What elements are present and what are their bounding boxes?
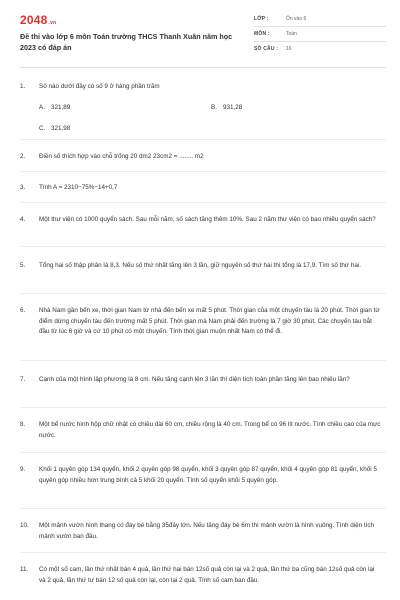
meta-row-subject — [254, 27, 386, 42]
option-b[interactable] — [211, 103, 242, 113]
document-header — [0, 0, 400, 64]
option-letter: C. — [39, 125, 46, 132]
question-text: Số nào dưới đây có số 9 ở hàng phần trăm — [39, 83, 160, 90]
question-text: Điền số thích hợp vào chỗ trống 20 dm2 23cm2 = ........ m2 — [39, 153, 204, 160]
option-letter: A. — [39, 104, 45, 111]
meta-row-question-count — [254, 42, 386, 56]
logo-suffix: .vn — [48, 20, 57, 26]
meta-label: LỚP : — [254, 16, 269, 22]
question-number: 2. — [20, 153, 26, 160]
document-title: Đề thi vào lớp 6 môn Toán trường THCS Thanh Xuân năm học 2023 có đáp án — [20, 32, 233, 52]
question-divider — [20, 171, 386, 172]
meta-value: 16 — [286, 46, 292, 52]
header-divider — [20, 67, 386, 68]
option-a[interactable] — [39, 103, 70, 113]
question-text: Một bể nước hình hộp chữ nhật có chiều dài 60 cm, chiều rộng là 40 cm. Trong bể có 96 lít nước. Tính chiều cao của mực nước. — [39, 421, 381, 439]
question-text: Một mảnh vườn hình thang có đáy bé bằng 35đáy lớn. Nếu tăng đáy bé 6m thì mảnh vườn là hình vuông. Tính diện tích mảnh vườn ban đầu. — [39, 522, 375, 540]
question-divider — [20, 452, 386, 453]
logo-main: 2048 — [20, 13, 48, 27]
meta-label: SỐ CÂU : — [254, 46, 279, 52]
question-text: Có một số cam, lần thứ nhất bán 4 quả, lần thứ hai bán 12số quả còn lại và 2 quả, lần thứ ba cũng bán 12số quả còn lại và 2 quả, lần thứ tư bán 12 số quả còn lại, còn lại 2 quả. Tính số cam ban đầu. — [39, 566, 375, 584]
question-number: 5. — [20, 262, 26, 269]
meta-value: Ôn vào 6 — [286, 16, 307, 22]
question-number: 4. — [20, 216, 26, 223]
question-text: Tính A = 2310−75%−14+0,7 — [39, 184, 118, 191]
question-divider — [20, 139, 386, 140]
question-divider — [20, 552, 386, 553]
question-text: Cạnh của một hình lập phương là 8 cm. Nếu tăng cạnh lên 3 lần thì diện tích toàn phần tăng lên bao nhiêu lần? — [39, 376, 350, 383]
question-text: Một thư viện có 1000 quyển sách. Sau mỗi năm, số sách tăng thêm 10%. Sau 2 năm thư viện có bao nhiêu quyển sách? — [39, 216, 376, 223]
question-divider — [20, 293, 386, 294]
option-value: 321,98 — [51, 125, 71, 132]
question-text: Nhà Nam gần bến xe, thời gian Nam từ nhà đến bến xe mất 5 phút. Thời gian của một chuyến tàu là 20 phút. Thời gian từ điểm dừng chuyến tàu đến trường mất 5 phút. Thời gian mà Nam phải đến trường là 7 giờ 30 phút. Các chuyến tàu bắt đầu từ lúc 6 giờ và cứ 10 phút có một chuyến. Tính thời gian muộn nhất Nam có thể đi. — [39, 307, 380, 335]
option-value: 931,28 — [223, 104, 243, 111]
option-c[interactable] — [39, 124, 70, 134]
question-divider — [20, 246, 386, 247]
question-number: 7. — [20, 376, 26, 383]
site-logo[interactable] — [20, 14, 56, 29]
question-number: 3. — [20, 184, 26, 191]
meta-row-class — [254, 12, 386, 27]
question-number: 11. — [20, 566, 29, 573]
meta-label: MÔN : — [254, 31, 270, 37]
question-divider — [20, 508, 386, 509]
question-number: 9. — [20, 466, 26, 473]
question-number: 8. — [20, 421, 26, 428]
meta-value: Toán — [286, 31, 297, 37]
option-letter: B. — [211, 104, 217, 111]
meta-table — [254, 12, 386, 56]
question-text: Tổng hai số thập phân là 8,3. Nếu số thứ nhất tăng lên 3 lần, giữ nguyên số thứ hai thì tổng là 17,9. Tìm số thứ hai. — [39, 262, 362, 269]
question-number: 1. — [20, 83, 26, 90]
option-value: 321,89 — [51, 104, 71, 111]
question-number: 10. — [20, 522, 29, 529]
question-divider — [20, 360, 386, 361]
question-text: Khối 1 quyên góp 134 quyển, khối 2 quyên góp 98 quyển, khối 3 quyên góp 87 quyển, khối 4 quyên góp 81 quyển, khối 5 quyên góp nhiều hơn trung bình cả 5 khối 20 quyển. Tính số quyển khối 5 quyên góp. — [39, 466, 377, 484]
question-divider — [20, 407, 386, 408]
question-number: 6. — [20, 307, 26, 314]
question-divider — [20, 202, 386, 203]
